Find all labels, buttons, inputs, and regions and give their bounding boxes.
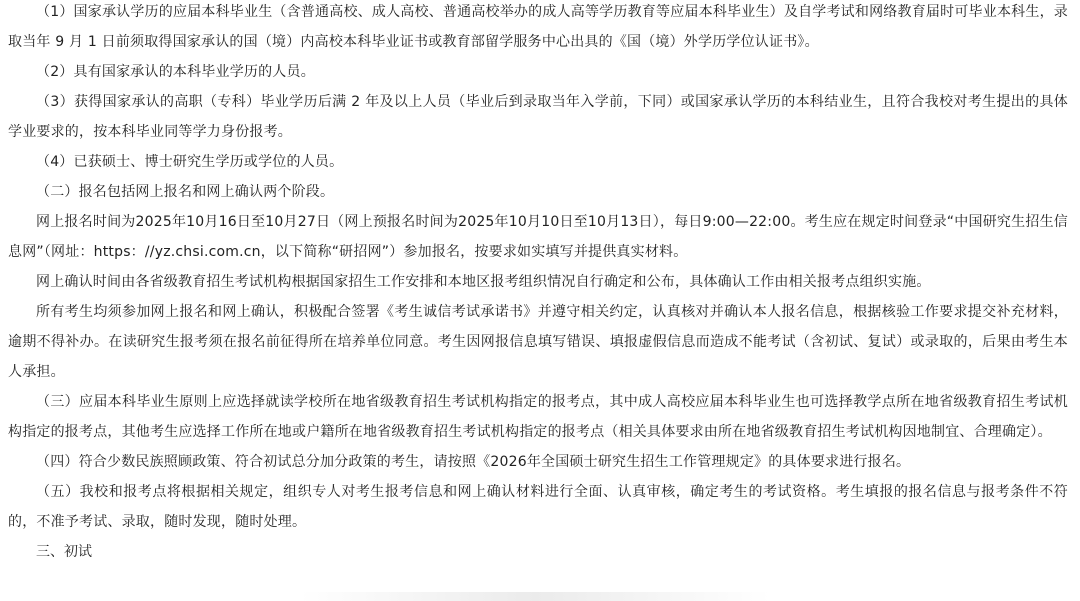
section-heading-preliminary-exam: 三、初试 [36, 544, 92, 560]
paragraph-eligibility-3: （3）获得国家承认的高职（专科）毕业学历后满 2 年及以上人员（毕业后到录取当年入学前，下同）或国家承认学历的本科结业生，且符合我校对考生提出的具体学业要求的，按本科毕业同等学力身份报考。 [8, 94, 1068, 140]
paragraph-registration-stages: （二）报名包括网上报名和网上确认两个阶段。 [36, 184, 335, 200]
paragraph-minority-policy: （四）符合少数民族照顾政策、符合初试总分加分政策的考生，请按照《2026年全国硕士研究生招生工作管理规定》的具体要求进行报名。 [36, 454, 911, 470]
paragraph-eligibility-1: （1）国家承认学历的应届本科毕业生（含普通高校、成人高校、普通高校举办的成人高等学历教育等应届本科毕业生）及自学考试和网络教育届时可毕业本科生，录取当年 9 月 1 日前须取得国家承认的国（境）内高校本科毕业证书或教育部留学服务中心出具的《国（境）外学历学位认证书》。 [8, 4, 1068, 50]
image-edge-fade [300, 592, 770, 601]
paragraph-online-confirmation: 网上确认时间由各省级教育招生考试机构根据国家招生工作安排和本地区报考组织情况自行确定和公布，具体确认工作由相关报考点组织实施。 [36, 274, 931, 290]
paragraph-eligibility-2: （2）具有国家承认的本科毕业学历的人员。 [36, 64, 315, 80]
paragraph-online-registration-time: 网上报名时间为2025年10月16日至10月27日（网上预报名时间为2025年10月10日至10月13日），每日9:00—22:00。考生应在规定时间登录“中国研究生招生信息网”（网址：https：//yz.chsi.com.cn，以下简称“研招网”）参加报名，按要求如实填写并提供真实材料。 [8, 214, 1068, 260]
paragraph-qualification-review: （五）我校和报考点将根据相关规定，组织专人对考生报考信息和网上确认材料进行全面、认真审核，确定考生的考试资格。考生填报的报名信息与报考条件不符的，不准予考试、录取，随时发现，随时处理。 [8, 484, 1068, 530]
paragraph-exam-site-selection: （三）应届本科毕业生原则上应选择就读学校所在地省级教育招生考试机构指定的报考点，其中成人高校应届本科毕业生也可选择教学点所在地省级教育招生考试机构指定的报考点，其他考生应选择工作所在地或户籍所在地省级教育招生考试机构指定的报考点（相关具体要求由所在地省级教育招生考试机构因地制宜、合理确定）。 [8, 394, 1068, 440]
paragraph-all-candidates: 所有考生均须参加网上报名和网上确认，积极配合签署《考生诚信考试承诺书》并遵守相关约定，认真核对并确认本人报名信息，根据核验工作要求提交补充材料，逾期不得补办。在读研究生报考须在报名前征得所在培养单位同意。考生因网报信息填写错误、填报虚假信息而造成不能考试（含初试、复试）或录取的，后果由考生本人承担。 [8, 304, 1068, 380]
paragraph-eligibility-4: （4）已获硕士、博士研究生学历或学位的人员。 [36, 154, 344, 170]
